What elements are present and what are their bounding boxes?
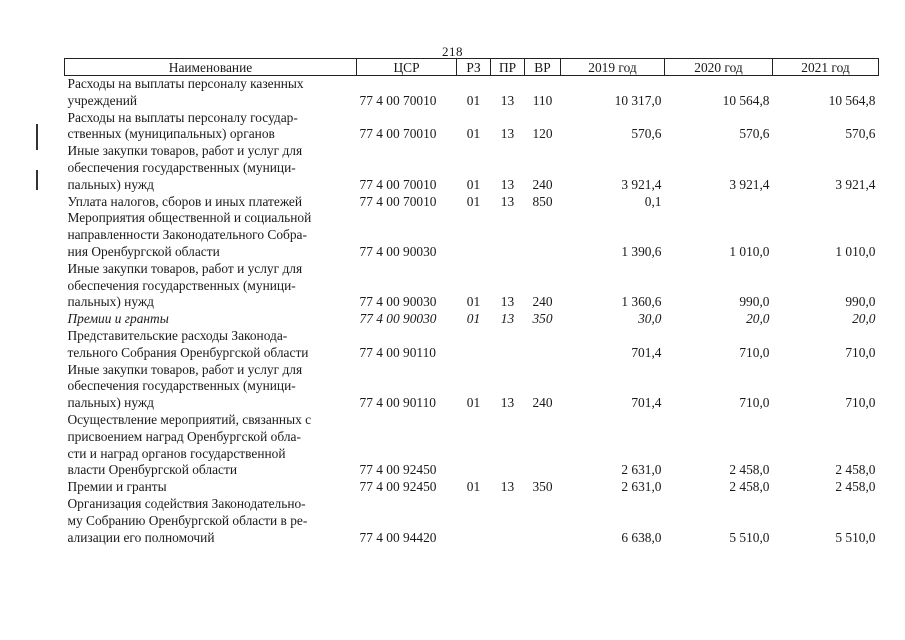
cell-y2019: 2 631,0 (621, 462, 662, 478)
cell-y2021: 2 458,0 (835, 462, 876, 478)
cell-pr (491, 496, 525, 546)
cell-y2020: 710,0 (739, 344, 770, 360)
cell-name: Организация содействия Законодательно- му Собранию Оренбургской области в ре- ализации его полномочий (67, 495, 308, 545)
cell-vr: 110 (532, 92, 553, 108)
table-row (65, 412, 879, 479)
cell-name: Уплата налогов, сборов и иных платежей (67, 193, 303, 209)
page-number: 218 (442, 44, 463, 59)
cell-pr: 13 (500, 479, 515, 495)
cell-y2019: 2 631,0 (621, 479, 662, 495)
cell-pr: 13 (500, 193, 515, 209)
cell-y2021: 10 564,8 (828, 92, 876, 108)
cell-rz (457, 328, 491, 362)
cell-rz: 01 (466, 126, 481, 142)
table-row (65, 479, 879, 496)
cell-name: Расходы на выплаты персоналу государ- ственных (муниципальных) органов (67, 109, 298, 142)
table-row (65, 143, 879, 193)
header-vr: ВР (525, 59, 561, 76)
cell-csr: 77 4 00 90110 (359, 395, 436, 411)
cell-y2021 (773, 194, 879, 211)
budget-table (64, 58, 879, 546)
header-pr: ПР (491, 59, 525, 76)
cell-pr (491, 210, 525, 260)
cell-y2020: 10 564,8 (722, 92, 770, 108)
cell-rz: 01 (466, 92, 481, 108)
margin-mark (36, 124, 38, 150)
cell-rz (457, 496, 491, 546)
header-2019: 2019 год (561, 59, 665, 76)
cell-csr: 77 4 00 70010 (359, 193, 437, 209)
cell-rz: 01 (466, 479, 481, 495)
cell-csr: 77 4 00 90110 (359, 344, 436, 360)
cell-vr (525, 412, 561, 479)
cell-pr: 13 (500, 294, 515, 310)
cell-name: Расходы на выплаты персоналу казенных учреждений (67, 76, 304, 108)
cell-csr: 77 4 00 92450 (359, 479, 437, 495)
cell-name: Иные закупки товаров, работ и услуг для обеспечения государственных (муници- пальных) нужд (67, 143, 303, 192)
cell-rz (457, 210, 491, 260)
cell-y2020: 20,0 (746, 311, 770, 327)
cell-y2021: 710,0 (845, 344, 876, 360)
cell-vr (525, 328, 561, 362)
cell-y2019: 0,1 (644, 193, 662, 209)
cell-csr: 77 4 00 92450 (359, 462, 437, 478)
cell-rz: 01 (466, 193, 481, 209)
cell-vr: 240 (532, 294, 553, 310)
cell-y2020: 990,0 (739, 294, 770, 310)
table-body (65, 76, 879, 547)
table-row (65, 110, 879, 144)
cell-rz (457, 412, 491, 479)
cell-y2019: 701,4 (631, 344, 662, 360)
table-row (65, 496, 879, 546)
cell-y2020: 3 921,4 (729, 176, 770, 192)
header-name: Наименование (65, 59, 357, 76)
cell-y2021: 570,6 (845, 126, 876, 142)
table-row (65, 261, 879, 311)
cell-y2020: 570,6 (739, 126, 770, 142)
header-rz: РЗ (457, 59, 491, 76)
cell-vr: 850 (532, 193, 553, 209)
cell-y2019: 570,6 (631, 126, 662, 142)
cell-y2020 (665, 194, 773, 211)
cell-name: Мероприятия общественной и социальной направленности Законодательного Собра- ния Оренбургской области (67, 210, 312, 259)
cell-rz: 01 (466, 311, 481, 327)
cell-vr: 350 (532, 479, 553, 495)
cell-pr: 13 (500, 92, 515, 108)
cell-csr: 77 4 00 70010 (359, 176, 437, 192)
cell-y2021: 1 010,0 (835, 243, 876, 259)
table-row (65, 328, 879, 362)
table-row (65, 362, 879, 412)
cell-pr: 13 (500, 311, 515, 327)
cell-name: Премии и гранты (67, 479, 167, 495)
cell-csr: 77 4 00 70010 (359, 126, 437, 142)
cell-y2020: 1 010,0 (729, 243, 770, 259)
header-csr: ЦСР (357, 59, 457, 76)
cell-rz: 01 (466, 395, 481, 411)
table-row (65, 194, 879, 211)
cell-csr: 77 4 00 70010 (359, 92, 437, 108)
cell-y2019: 10 317,0 (614, 92, 662, 108)
cell-vr: 240 (532, 176, 553, 192)
cell-y2020: 2 458,0 (729, 462, 770, 478)
cell-y2021: 20,0 (852, 311, 876, 327)
cell-pr (491, 412, 525, 479)
cell-pr: 13 (500, 126, 515, 142)
cell-y2021: 710,0 (845, 395, 876, 411)
cell-rz: 01 (466, 294, 481, 310)
margin-mark (36, 170, 38, 190)
cell-vr (525, 210, 561, 260)
cell-y2019: 701,4 (631, 395, 662, 411)
header-2020: 2020 год (665, 59, 773, 76)
cell-name: Иные закупки товаров, работ и услуг для обеспечения государственных (муници- пальных) нужд (67, 260, 303, 310)
cell-name: Осуществление мероприятий, связанных с присвоением наград Оренбургской обла- сти и наград органов государственной власти Оренбургской области (67, 411, 312, 478)
cell-y2020: 2 458,0 (729, 479, 770, 495)
cell-vr: 120 (532, 126, 553, 142)
cell-csr: 77 4 00 94420 (359, 529, 437, 545)
cell-y2021: 2 458,0 (835, 479, 876, 495)
cell-y2019: 30,0 (638, 311, 662, 327)
cell-y2019: 3 921,4 (621, 176, 662, 192)
cell-y2021: 5 510,0 (835, 529, 876, 545)
header-2021: 2021 год (773, 59, 879, 76)
cell-y2019: 1 360,6 (621, 294, 662, 310)
cell-vr: 240 (532, 395, 553, 411)
cell-y2019: 6 638,0 (621, 529, 662, 545)
table-row (65, 76, 879, 110)
cell-name: Иные закупки товаров, работ и услуг для обеспечения государственных (муници- пальных) нужд (67, 361, 303, 411)
cell-pr: 13 (500, 176, 515, 192)
cell-pr: 13 (500, 395, 515, 411)
cell-csr: 77 4 00 90030 (359, 311, 437, 327)
cell-vr (525, 496, 561, 546)
table-row (65, 210, 879, 260)
cell-y2021: 990,0 (845, 294, 876, 310)
cell-name: Представительские расходы Законода- тельного Собрания Оренбургской области (67, 327, 309, 360)
cell-csr: 77 4 00 90030 (359, 294, 437, 310)
cell-csr: 77 4 00 90030 (359, 243, 437, 259)
cell-y2019: 1 390,6 (621, 243, 662, 259)
cell-pr (491, 328, 525, 362)
table-header (65, 59, 879, 76)
cell-name: Премии и гранты (67, 311, 169, 327)
cell-y2020: 5 510,0 (729, 529, 770, 545)
cell-rz: 01 (466, 176, 481, 192)
table-row (65, 311, 879, 328)
cell-vr: 350 (532, 311, 553, 327)
cell-y2020: 710,0 (739, 395, 770, 411)
cell-y2021: 3 921,4 (835, 176, 876, 192)
